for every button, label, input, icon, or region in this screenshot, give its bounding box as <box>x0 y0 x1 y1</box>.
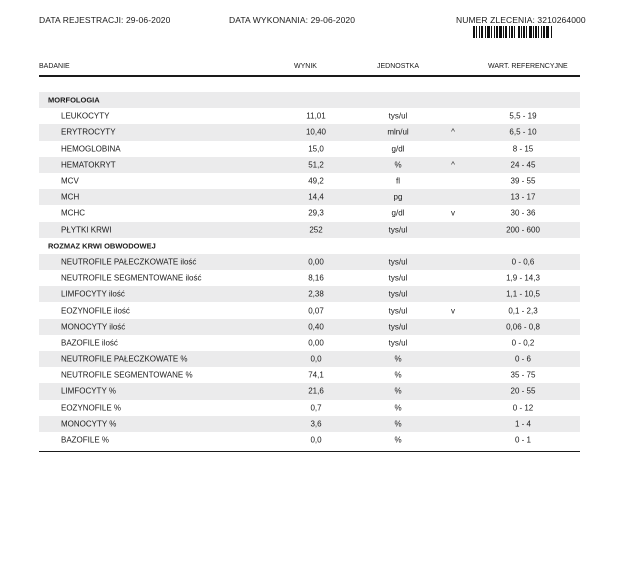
reference-range: 1,9 - 14,3 <box>506 273 540 283</box>
result-value: 21,6 <box>308 386 324 396</box>
reference-range: 0 - 0,2 <box>511 338 535 348</box>
table-row <box>39 254 580 270</box>
table-row <box>39 108 580 124</box>
unit-value: tys/ul <box>388 225 408 235</box>
test-name: MCHC <box>61 208 85 218</box>
result-value: 15,0 <box>308 144 324 154</box>
result-value: 0,7 <box>310 403 322 413</box>
unit-value: pg <box>393 192 403 202</box>
table-row <box>39 222 580 238</box>
result-value: 3,6 <box>310 419 322 429</box>
unit-value: tys/ul <box>388 257 408 267</box>
test-name: MONOCYTY % <box>61 419 117 429</box>
table-row <box>39 335 580 351</box>
table-row <box>39 432 580 448</box>
barcode-bar <box>473 26 475 38</box>
test-name: HEMATOKRYT <box>61 160 116 170</box>
test-name: NEUTROFILE SEGMENTOWANE % <box>61 370 193 380</box>
reference-range: 30 - 36 <box>510 208 536 218</box>
abnormal-flag: v <box>451 208 455 218</box>
reference-range: 39 - 55 <box>510 176 536 186</box>
barcode-bar <box>509 26 510 38</box>
result-value: 0,0 <box>310 354 322 364</box>
barcode-bar <box>526 26 527 38</box>
abnormal-flag: v <box>451 306 455 316</box>
reference-range: 0 - 6 <box>514 354 531 364</box>
barcode-bar <box>541 26 542 38</box>
result-value: 252 <box>309 225 323 235</box>
barcode-bar <box>543 26 545 38</box>
abnormal-flag: ^ <box>451 127 455 137</box>
reference-range: 0 - 0,6 <box>511 257 535 267</box>
barcode-bar <box>514 26 515 38</box>
unit-value: % <box>394 403 402 413</box>
test-name: MCV <box>61 176 79 186</box>
barcode-bar <box>529 26 532 38</box>
barcode-bar <box>538 26 539 38</box>
column-result: WYNIK <box>294 63 317 70</box>
result-value: 11,01 <box>306 111 326 121</box>
test-name: LIMFOCYTY % <box>61 386 116 396</box>
barcode-bar <box>481 26 483 38</box>
barcode-bar <box>491 26 492 38</box>
result-value: 49,2 <box>308 176 324 186</box>
barcode-bar <box>521 26 522 38</box>
section-title: ROZMAZ KRWI OBWODOWEJ <box>48 241 156 251</box>
result-value: 0,00 <box>308 257 324 267</box>
barcode-bar <box>499 26 502 38</box>
barcode-bar <box>487 26 490 38</box>
section-row <box>39 92 580 108</box>
barcode-bar <box>505 26 507 38</box>
barcode-bar <box>476 26 477 38</box>
table-row <box>39 205 580 221</box>
barcode-bar <box>494 26 495 38</box>
table-row <box>39 124 580 140</box>
unit-value: % <box>394 419 402 429</box>
barcode-bar <box>551 26 552 38</box>
barcode-bar <box>496 26 498 38</box>
table-row <box>39 383 580 399</box>
test-name: HEMOGLOBINA <box>61 144 121 154</box>
reference-range: 0,1 - 2,3 <box>508 306 538 316</box>
test-name: LEUKOCYTY <box>61 111 110 121</box>
table-row <box>39 157 580 173</box>
barcode-bar <box>518 26 520 38</box>
test-name: MONOCYTY ilość <box>61 322 126 332</box>
unit-value: % <box>394 354 402 364</box>
test-name: PŁYTKI KRWI <box>61 225 112 235</box>
test-name: LIMFOCYTY ilość <box>61 289 125 299</box>
abnormal-flag: ^ <box>451 160 455 170</box>
unit-value: % <box>394 370 402 380</box>
reference-range: 5,5 - 19 <box>509 111 537 121</box>
unit-value: tys/ul <box>388 289 408 299</box>
result-value: 0,07 <box>308 306 324 316</box>
barcode-bar <box>485 26 486 38</box>
barcode-bar <box>533 26 534 38</box>
test-name: BAZOFILE ilość <box>61 338 118 348</box>
barcode-bar <box>546 26 549 38</box>
barcode-bar <box>535 26 537 38</box>
reference-range: 0 - 1 <box>514 435 531 445</box>
table-row <box>39 286 580 302</box>
test-name: BAZOFILE % <box>61 435 110 445</box>
table-row <box>39 416 580 432</box>
reference-range: 0 - 12 <box>512 403 534 413</box>
barcode-bar <box>511 26 513 38</box>
unit-value: mln/ul <box>387 127 409 137</box>
test-name: NEUTROFILE PAŁECZKOWATE % <box>61 354 188 364</box>
test-name: ERYTROCYTY <box>61 127 116 137</box>
test-name: NEUTROFILE PAŁECZKOWATE ilość <box>61 257 197 267</box>
column-test: BADANIE <box>39 63 70 70</box>
table-row <box>39 400 580 416</box>
order-barcode <box>473 26 577 38</box>
footer-rule <box>39 451 580 452</box>
unit-value: fl <box>396 176 400 186</box>
table-row <box>39 189 580 205</box>
registration-date: DATA REJESTRACJI: 29-06-2020 <box>39 15 171 25</box>
test-name: EOZYNOFILE % <box>61 403 122 413</box>
barcode-bar <box>523 26 525 38</box>
table-row <box>39 367 580 383</box>
test-name: NEUTROFILE SEGMENTOWANE ilość <box>61 273 202 283</box>
reference-range: 200 - 600 <box>506 225 540 235</box>
result-value: 14,4 <box>308 192 324 202</box>
unit-value: tys/ul <box>388 322 408 332</box>
reference-range: 0,06 - 0,8 <box>506 322 540 332</box>
reference-range: 35 - 75 <box>510 370 536 380</box>
result-value: 10,40 <box>305 127 327 137</box>
table-row <box>39 173 580 189</box>
table-row <box>39 319 580 335</box>
unit-value: g/dl <box>391 208 405 218</box>
header-rule <box>39 75 580 77</box>
result-value: 29,3 <box>308 208 324 218</box>
unit-value: % <box>394 386 402 396</box>
reference-range: 8 - 15 <box>512 144 534 154</box>
table-header <box>39 63 580 75</box>
table-row <box>39 270 580 286</box>
barcode-bar <box>503 26 504 38</box>
table-row <box>39 302 580 318</box>
result-value: 8,16 <box>308 273 324 283</box>
result-value: 0,00 <box>308 338 324 348</box>
unit-value: % <box>394 435 402 445</box>
unit-value: tys/ul <box>388 111 408 121</box>
result-value: 0,40 <box>308 322 324 332</box>
reference-range: 20 - 55 <box>510 386 536 396</box>
test-name: MCH <box>61 192 80 202</box>
unit-value: tys/ul <box>388 306 408 316</box>
column-unit: JEDNOSTKA <box>377 63 420 70</box>
barcode-bar <box>479 26 480 38</box>
result-value: 51,2 <box>308 160 324 170</box>
result-value: 74,1 <box>308 370 324 380</box>
table-row <box>39 351 580 367</box>
reference-range: 1 - 4 <box>514 419 531 429</box>
reference-range: 13 - 17 <box>510 192 536 202</box>
order-number: NUMER ZLECENIA: 3210264000 <box>456 15 586 25</box>
test-name: EOZYNOFILE ilość <box>61 306 130 316</box>
reference-range: 1,1 - 10,5 <box>506 289 540 299</box>
unit-value: tys/ul <box>388 273 408 283</box>
column-reference: WART. REFERENCYJNE <box>488 63 568 70</box>
result-value: 2,38 <box>308 289 324 299</box>
section-row <box>39 238 580 254</box>
section-title: MORFOLOGIA <box>48 95 100 105</box>
unit-value: % <box>394 160 402 170</box>
unit-value: tys/ul <box>388 338 408 348</box>
execution-date: DATA WYKONANIA: 29-06-2020 <box>229 15 356 25</box>
table-row <box>39 141 580 157</box>
reference-range: 24 - 45 <box>510 160 536 170</box>
reference-range: 6,5 - 10 <box>509 127 537 137</box>
results-table <box>39 92 580 448</box>
unit-value: g/dl <box>391 144 405 154</box>
result-value: 0,0 <box>310 435 322 445</box>
